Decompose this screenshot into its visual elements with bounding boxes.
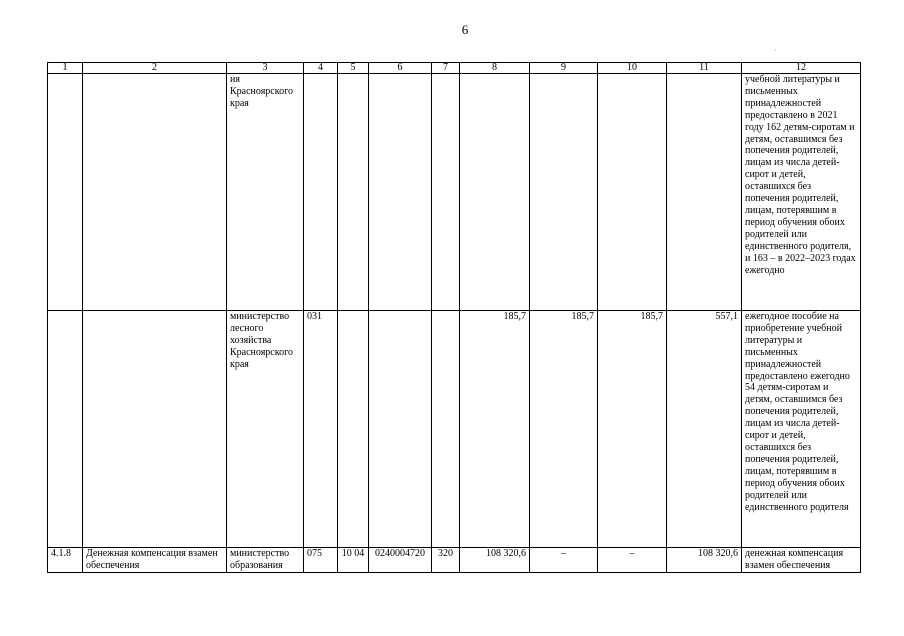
header-cell-9: 9 — [530, 63, 598, 74]
cell-vr: 320 — [432, 548, 460, 573]
cell-csr: 0240004720 — [369, 548, 432, 573]
cell-year-3: – — [598, 548, 667, 573]
header-cell-2: 2 — [83, 63, 227, 74]
cell-year-2: 185,7 — [530, 311, 598, 548]
cell-rzpr — [338, 74, 369, 311]
header-cell-1: 1 — [48, 63, 83, 74]
cell-administrator: министерство образования — [227, 548, 304, 573]
cell-vr — [432, 311, 460, 548]
cell-result: учебной литературы и письменных принадлежностей предоставлено в 2021 году 162 детям-сиротам и детям, оставшимся без попечения родителей, лицам из числа детей-сирот и детей, оставшихся без попечения родителей, лицам, потерявшим в период обучения обоих родителей или единственного родителя, и 163 – в 2022–2023 годах ежегодно — [742, 74, 861, 311]
cell-total: 108 320,6 — [667, 548, 742, 573]
header-cell-12: 12 — [742, 63, 861, 74]
scan-speck: · — [774, 46, 777, 55]
cell-year-2: – — [530, 548, 598, 573]
cell-measure — [83, 311, 227, 548]
cell-year-1: 108 320,6 — [460, 548, 530, 573]
cell-year-3: 185,7 — [598, 311, 667, 548]
header-cell-3: 3 — [227, 63, 304, 74]
cell-year-1 — [460, 74, 530, 311]
cell-rzpr: 10 04 — [338, 548, 369, 573]
page-number: 6 — [461, 22, 469, 37]
cell-total — [667, 74, 742, 311]
cell-total: 557,1 — [667, 311, 742, 548]
table-row — [48, 74, 861, 311]
header-cell-7: 7 — [432, 63, 460, 74]
table-row — [48, 311, 861, 548]
cell-measure — [83, 74, 227, 311]
cell-rzpr — [338, 311, 369, 548]
cell-result: ежегодное пособие на приобретение учебной литературы и письменных принадлежностей предоставлено ежегодно 54 детям-сиротам и детям, оставшимся без попечения родителей, лицам из числа детей-сирот и детей, оставшихся без попечения родителей, лицам, потерявшим в период обучения обоих родителей или единственного родителя — [742, 311, 861, 548]
header-row — [48, 63, 861, 74]
cell-number: 4.1.8 — [48, 548, 83, 573]
cell-year-3 — [598, 74, 667, 311]
cell-measure: Денежная компенсация взамен обеспечения — [83, 548, 227, 573]
header-cell-10: 10 — [598, 63, 667, 74]
cell-csr — [369, 311, 432, 548]
budget-table — [47, 62, 861, 573]
cell-year-2 — [530, 74, 598, 311]
header-cell-8: 8 — [460, 63, 530, 74]
cell-grbs: 031 — [304, 311, 338, 548]
cell-grbs — [304, 74, 338, 311]
cell-grbs: 075 — [304, 548, 338, 573]
cell-year-1: 185,7 — [460, 311, 530, 548]
header-cell-11: 11 — [667, 63, 742, 74]
table-row — [48, 548, 861, 573]
cell-administrator: ия Красноярского края — [227, 74, 304, 311]
cell-result: денежная компенсация взамен обеспечения — [742, 548, 861, 573]
cell-csr — [369, 74, 432, 311]
cell-number — [48, 311, 83, 548]
cell-vr — [432, 74, 460, 311]
cell-administrator: министерство лесного хозяйства Красноярского края — [227, 311, 304, 548]
cell-number — [48, 74, 83, 311]
header-cell-4: 4 — [304, 63, 338, 74]
header-cell-5: 5 — [338, 63, 369, 74]
header-cell-6: 6 — [369, 63, 432, 74]
